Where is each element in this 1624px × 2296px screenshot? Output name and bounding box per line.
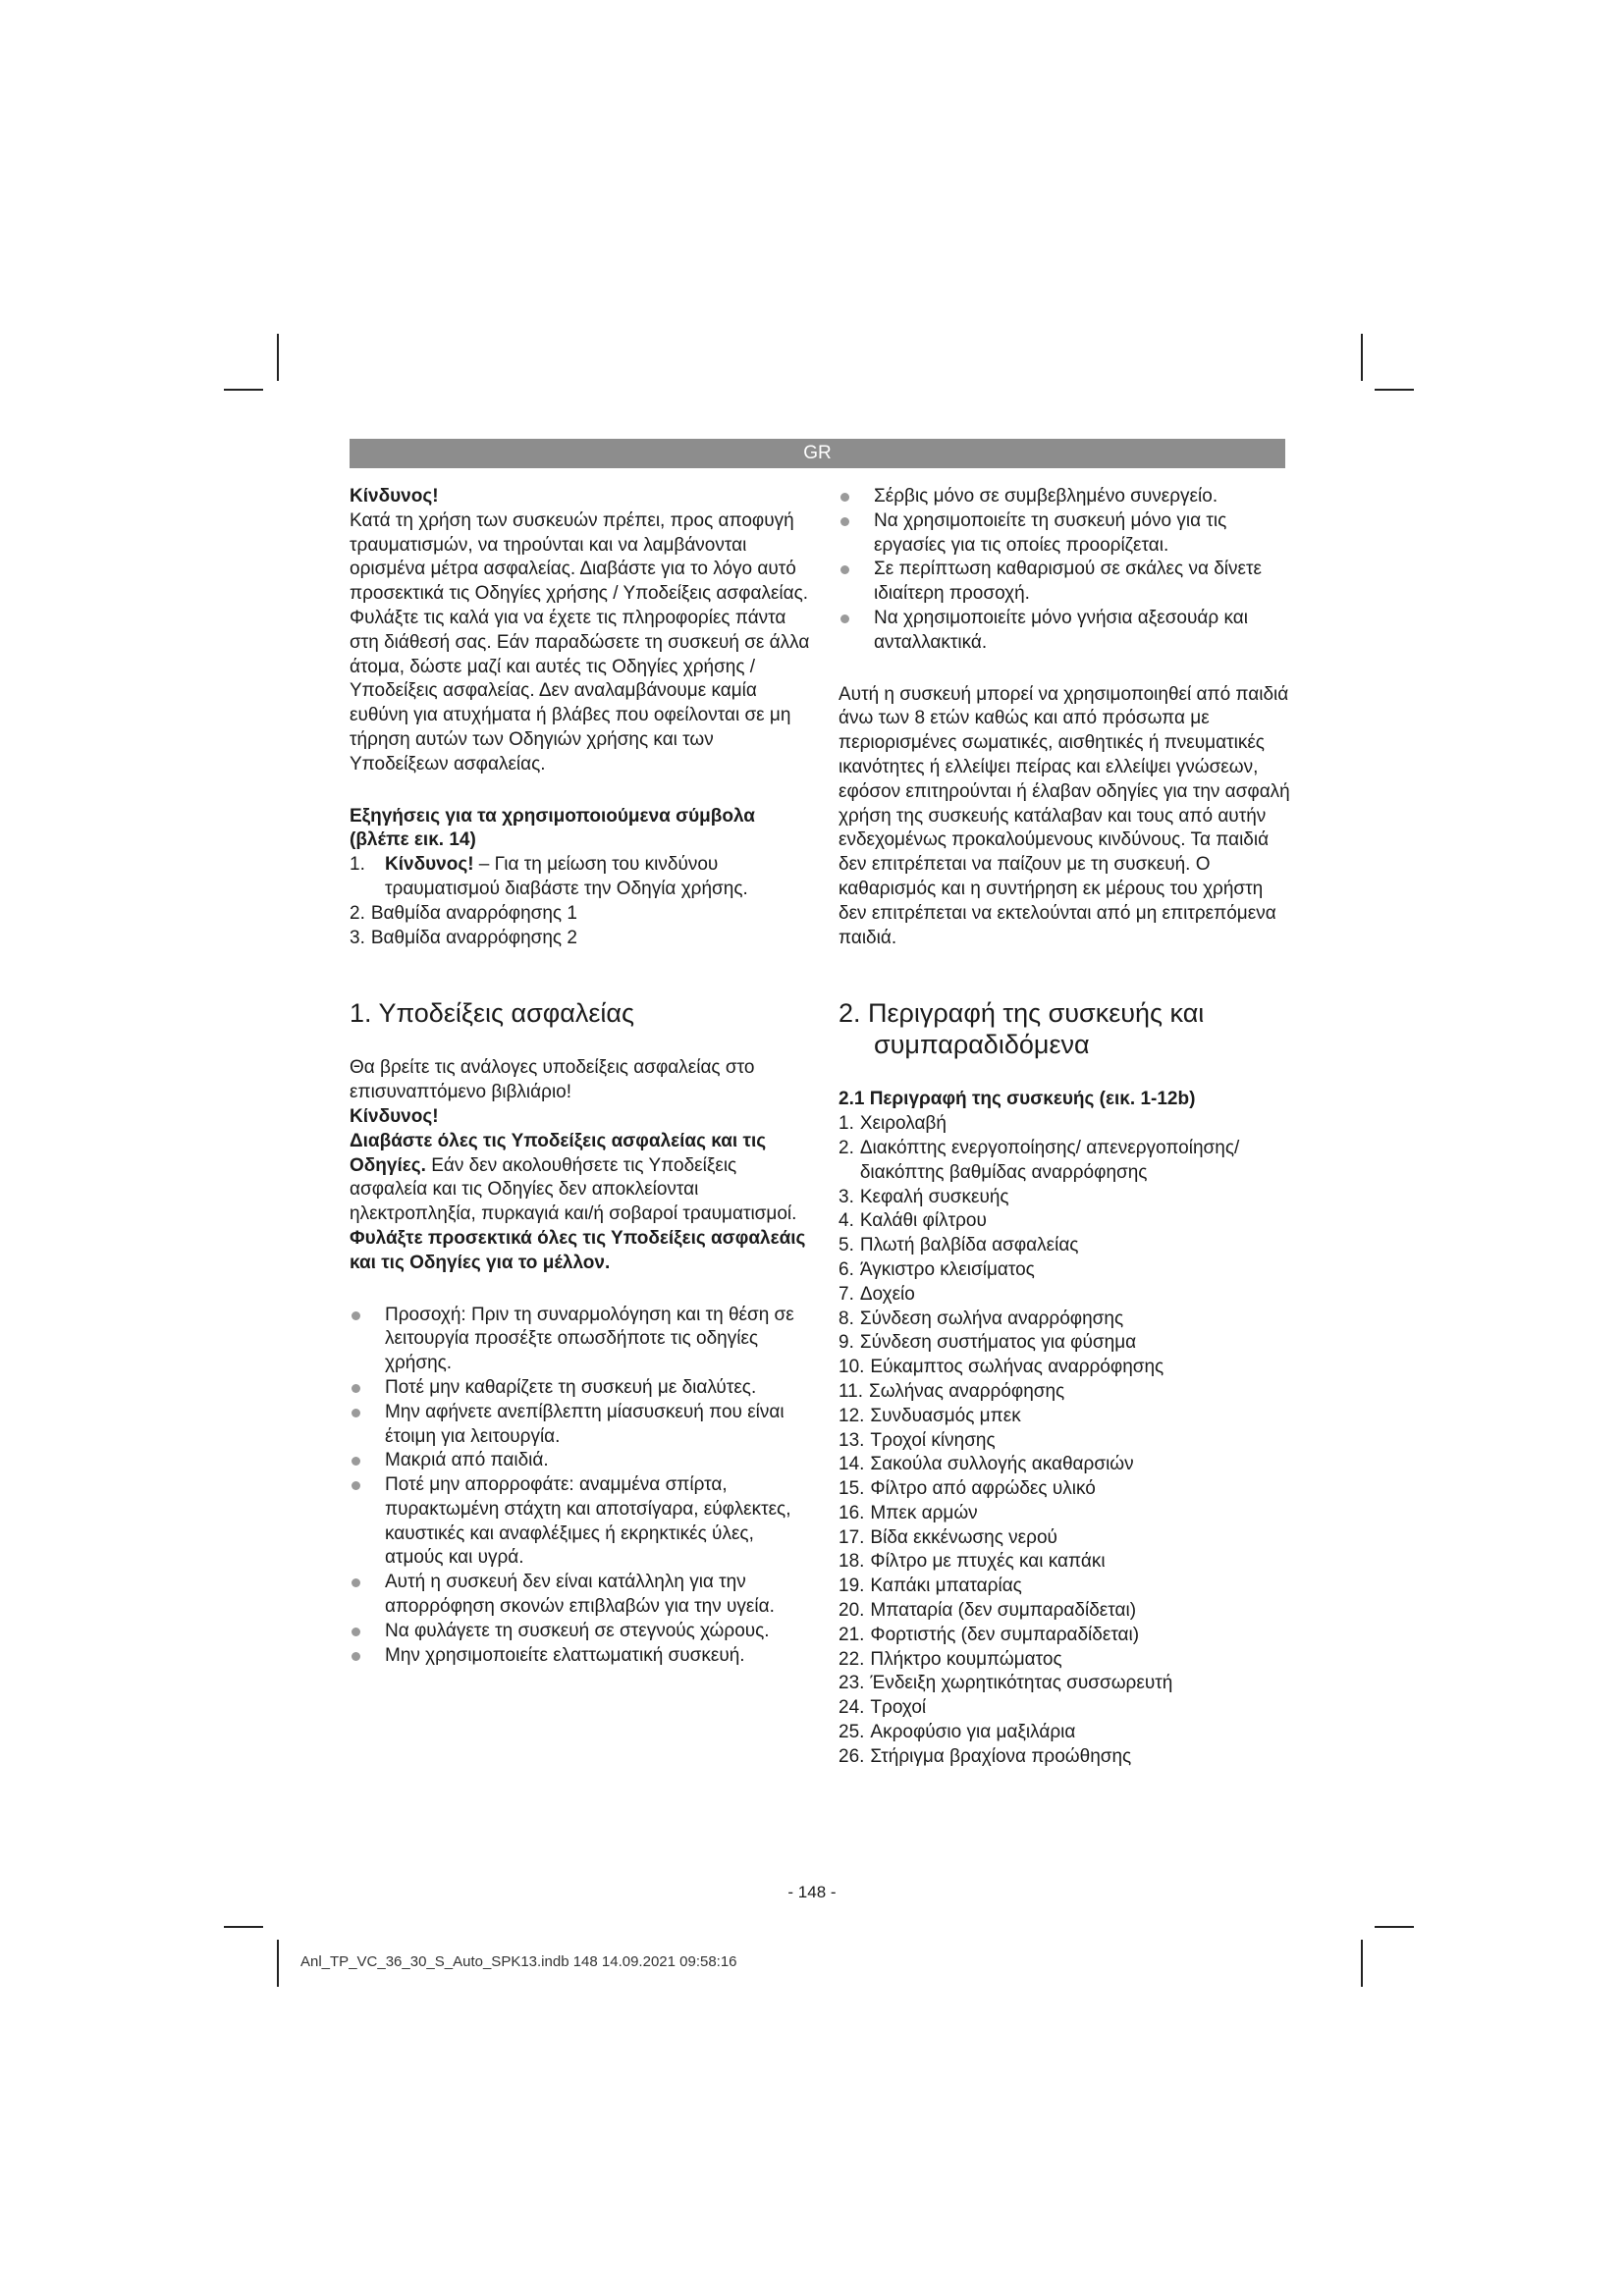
- crop-mark: [1375, 389, 1414, 391]
- crop-mark: [224, 389, 263, 391]
- bullet-icon: [352, 1628, 360, 1636]
- list-item: Να χρησιμοποιείτε τη συσκευή μόνο για τις εργασίες για τις οποίες προορίζεται.: [839, 509, 1290, 559]
- bullet-icon: [352, 1384, 360, 1393]
- list-item: 25. Ακροφύσιο για μαξιλάρια: [839, 1722, 1076, 1743]
- crop-mark: [277, 334, 279, 381]
- symbol-text: – Για τη μείωση του κινδύνου τραυματισμού διαβάστε την Οδηγία χρήσης.: [385, 854, 748, 899]
- list-item: 7. Δοχείο: [839, 1283, 915, 1305]
- bullet-icon: [352, 1409, 360, 1417]
- list-item: Μην χρησιμοποιείτε ελαττωματική συσκευή.: [350, 1644, 811, 1669]
- list-item: Να χρησιμοποιείτε μόνο γνήσια αξεσουάρ και ανταλλακτικά.: [839, 607, 1290, 656]
- list-item: 23. Ένδειξη χωρητικότητας συσσωρευτή: [839, 1673, 1173, 1694]
- section-2-title: 2. Περιγραφή της συσκευής και συμπαραδιδόμενα: [839, 998, 1205, 1060]
- list-item: 26. Στήριγμα βραχίονα προώθησης: [839, 1745, 1132, 1767]
- list-item: 1. Χειρολαβή: [839, 1113, 947, 1135]
- list-item: Ποτέ μην απορροφάτε: αναμμένα σπίρτα, πυρακτωμένη στάχτη και αποτσίγαρα, εύφλεκτες, καυστικές και αναφλέξιμες ή εκρηκτικές ύλες, ατμούς και υγρά.: [350, 1473, 811, 1571]
- page-number: - 148 -: [787, 1883, 837, 1901]
- list-item: Ποτέ μην καθαρίζετε τη συσκευή με διαλύτες.: [350, 1376, 811, 1401]
- list-item: 21. Φορτιστής (δεν συμπαραδίδεται): [839, 1624, 1140, 1645]
- print-file-info: Anl_TP_VC_36_30_S_Auto_SPK13.indb 148 14.09.2021 09:58:16: [300, 1953, 737, 1970]
- list-item: 14. Σακούλα συλλογής ακαθαρσιών: [839, 1454, 1134, 1475]
- list-item: 12. Συνδυασμός μπεκ: [839, 1405, 1021, 1426]
- symbol-number: 1.: [350, 854, 365, 876]
- symbols-heading: Εξηγήσεις για τα χρησιμοποιούμενα σύμβολα (βλέπε εικ. 14): [350, 805, 755, 851]
- list-item: Σε περίπτωση καθαρισμού σε σκάλες να δίνετε ιδιαίτερη προσοχή.: [839, 558, 1290, 607]
- list-item: 4. Καλάθι φίλτρου: [839, 1210, 987, 1232]
- bullet-icon: [840, 517, 849, 526]
- list-item: 6. Άγκιστρο κλεισίματος: [839, 1258, 1035, 1280]
- list-item: Μακριά από παιδιά.: [350, 1449, 811, 1473]
- crop-mark: [277, 1940, 279, 1987]
- list-item: 11. Σωλήνας αναρρόφησης: [839, 1380, 1065, 1402]
- crop-mark: [1375, 1926, 1414, 1928]
- list-item: 15. Φίλτρο από αφρώδες υλικό: [839, 1478, 1096, 1500]
- list-item: 5. Πλωτή βαλβίδα ασφαλείας: [839, 1235, 1079, 1256]
- bullet-icon: [840, 565, 849, 574]
- left-column: [350, 485, 811, 1668]
- symbol-item: [350, 927, 811, 951]
- section-1-title: 1. Υποδείξεις ασφαλείας: [350, 998, 635, 1029]
- list-item: 20. Μπαταρία (δεν συμπαραδίδεται): [839, 1600, 1137, 1622]
- section-1-intro: Θα βρείτε τις ανάλογες υποδείξεις ασφαλείας στο επισυναπτόμενο βιβλιάριο!: [350, 1057, 755, 1103]
- list-item: 18. Φίλτρο με πτυχές και καπάκι: [839, 1551, 1106, 1573]
- symbol-text: Βαθμίδα αναρρόφησης 1: [370, 902, 577, 924]
- right-column: [839, 485, 1290, 1770]
- service-bullet-list: [839, 485, 1290, 656]
- list-item: Αυτή η συσκευή δεν είναι κατάλληλη για την απορρόφηση σκονών επιβλαβών για την υγεία.: [350, 1571, 811, 1620]
- list-item: Μην αφήνετε ανεπίβλεπτη μίασυσκευή που είναι έτοιμη για λειτουργία.: [350, 1401, 811, 1450]
- crop-mark: [1361, 1940, 1363, 1987]
- intro-paragraph: Κατά τη χρήση των συσκευών πρέπει, προς αποφυγή τραυματισμών, να τηρούνται και να λαμβάνονται ορισμένα μέτρα ασφαλείας. Διαβάστε για το λόγο αυτό προσεκτικά τις Οδηγίες χρήσης / Υποδείξεις ασφαλείας. Φυλάξτε τις καλά για να έχετε τις πληροφορίες πάντα στη διάθεσή σας. Εάν παραδώσετε τη συσκευή σε άλλα άτομα, δώστε μαζί και αυτές τις Οδηγίες χρήσης / Υποδείξεις ασφαλείας. Δεν αναλαμβάνουμε καμία ευθύνη για ατυχήματα ή βλάβες που οφείλονται σε μη τήρηση αυτών των Οδηγιών χρήσης και των Υποδείξεων ασφαλείας.: [350, 509, 810, 774]
- bullet-icon: [840, 614, 849, 623]
- symbol-item: [350, 902, 811, 927]
- bullet-icon: [840, 493, 849, 502]
- language-label: GR: [803, 443, 832, 463]
- list-item: 22. Πλήκτρο κουμπώματος: [839, 1648, 1062, 1670]
- list-item: 19. Καπάκι μπαταρίας: [839, 1575, 1022, 1597]
- symbol-bold: Κίνδυνος!: [385, 854, 474, 876]
- list-item: 10. Εύκαμπτος σωλήνας αναρρόφησης: [839, 1357, 1164, 1378]
- list-item: 13. Τροχοί κίνησης: [839, 1429, 996, 1451]
- symbol-number: 3.: [350, 927, 365, 948]
- list-item: Σέρβις μόνο σε συμβεβλημένο συνεργείο.: [839, 485, 1290, 509]
- subsection-2-1-title: 2.1 Περιγραφή της συσκευής (εικ. 1-12b): [839, 1089, 1196, 1110]
- list-item: 17. Βίδα εκκένωσης νερού: [839, 1526, 1057, 1548]
- crop-mark: [1361, 334, 1363, 381]
- bullet-icon: [352, 1652, 360, 1661]
- list-item: 9. Σύνδεση συστήματος για φύσημα: [839, 1332, 1137, 1354]
- bullet-icon: [352, 1578, 360, 1587]
- list-item: 24. Τροχοί: [839, 1697, 927, 1719]
- list-item: Προσοχή: Πριν τη συναρμολόγηση και τη θέση σε λειτουργία προσέξτε οπωσδήποτε τις οδηγίες χρήσης.: [350, 1304, 811, 1376]
- crop-mark: [224, 1926, 263, 1928]
- symbol-item: [350, 853, 811, 902]
- list-item: 2. Διακόπτης ενεργοποίησης/ απενεργοποίησης/διακόπτης βαθμίδας αναρρόφησης: [839, 1137, 1240, 1183]
- parts-list: [839, 1112, 1290, 1770]
- danger-heading: Κίνδυνος!: [350, 486, 439, 507]
- bullet-icon: [352, 1311, 360, 1320]
- list-item: Να φυλάγετε τη συσκευή σε στεγνούς χώρους.: [350, 1620, 811, 1644]
- section-1-danger: Κίνδυνος!: [350, 1105, 439, 1127]
- bullet-icon: [352, 1481, 360, 1490]
- list-item: 8. Σύνδεση σωλήνα αναρρόφησης: [839, 1308, 1124, 1329]
- section-1-warning-paragraph: Διαβάστε όλες τις Υποδείξεις ασφαλείας και τις Οδηγίες. Εάν δεν ακολουθήσετε τις Υποδείξεις ασφαλεία και τις Οδηγίες δεν αποκλείονται ηλεκτροπληξία, πυρκαγιά και/ή σοβαροί τραυματισμοί. Φυλάξτε προσεκτικά όλες τις Υποδείξεις ασφαλεάις και τις Οδηγίες για το μέλλον.: [350, 1130, 806, 1273]
- safety-bullet-list: [350, 1304, 811, 1669]
- language-header-bar: [350, 439, 1285, 468]
- children-usage-paragraph: Αυτή η συσκευή μπορεί να χρησιμοποιηθεί από παιδιά άνω των 8 ετών καθώς και από πρόσωπα με περιορισμένες σωματικές, αισθητικές ή πνευματικές ικανότητες ή ελλείψει πείρας και ελλείψει γνώσεων, εφόσον επιτηρούνται ή έλαβαν οδηγίες για την ασφαλή χρήση της συσκευής κατάλαβαν και τους από αυτήν ενδεχομένως προκαλούμενους κινδύνους. Τα παιδιά δεν επιτρέπεται να παίζουν με τη συσκευή. Ο καθαρισμός και η συντήρηση εκ μέρους του χρήστη δεν επιτρέπεται να εκτελούνται από μη επιτρεπόμενα παιδιά.: [839, 683, 1290, 948]
- symbol-number: 2.: [350, 902, 365, 924]
- bullet-icon: [352, 1457, 360, 1466]
- symbol-text: Βαθμίδα αναρρόφησης 2: [370, 927, 577, 948]
- list-item: 16. Μπεκ αρμών: [839, 1502, 978, 1523]
- list-item: 3. Κεφαλή συσκευής: [839, 1186, 1009, 1207]
